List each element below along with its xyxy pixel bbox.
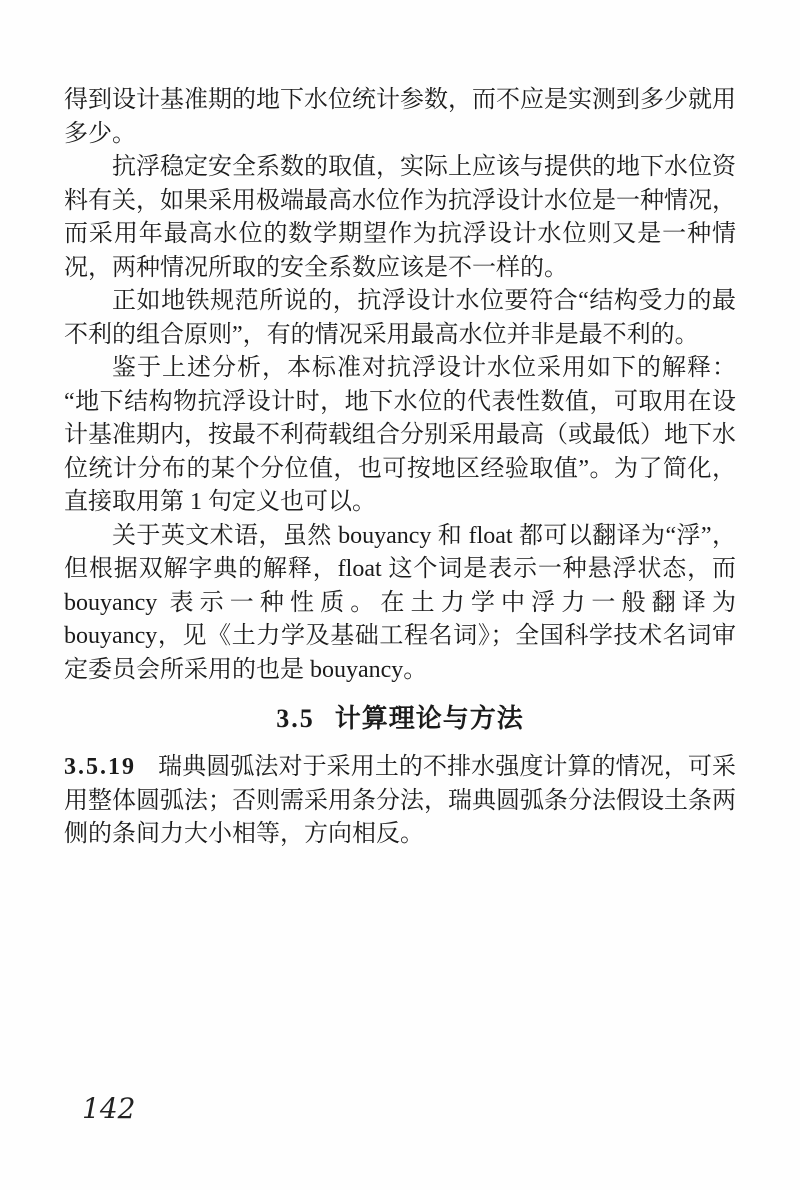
page-text-block	[64, 84, 736, 852]
body-paragraph: 鉴于上述分析，本标准对抗浮设计水位采用如下的解释：“地下结构物抗浮设计时，地下水位的代表性数值，可取用在设计基准期内，按最不利荷载组合分别采用最高（或最低）地下水位统计分布的某个分位值，也可按地区经验取值”。为了简化，直接取用第 1 句定义也可以。	[64, 355, 736, 515]
body-paragraph-continuation: 得到设计基准期的地下水位统计参数，而不应是实测到多少就用多少。	[64, 87, 736, 147]
page-number: 142	[82, 1092, 136, 1125]
body-paragraph: 关于英文术语，虽然 bouyancy 和 float 都可以翻译为“浮”，但根据双解字典的解释，float 这个词是表示一种悬浮状态，而 bouyancy 表示一种性质。在土力学中浮力一般翻译为 bouyancy，见《土力学及基础工程名词》；全国科学技术名词审定委员会所采用的也是 bouyancy。	[64, 522, 736, 683]
clause-number: 3.5.19	[64, 754, 136, 780]
clause-text: 瑞典圆弧法对于采用土的不排水强度计算的情况，可采用整体圆弧法；否则需采用条分法，瑞典圆弧条分法假设土条两侧的条间力大小相等，方向相反。	[64, 754, 736, 847]
body-paragraph: 正如地铁规范所说的，抗浮设计水位要符合“结构受力的最不利的组合原则”，有的情况采用最高水位并非是最不利的。	[64, 288, 736, 348]
section-title: 计算理论与方法	[334, 703, 524, 733]
section-heading	[64, 701, 736, 736]
body-paragraph: 抗浮稳定安全系数的取值，实际上应该与提供的地下水位资料有关，如果采用极端最高水位作为抗浮设计水位是一种情况，而采用年最高水位的数学期望作为抗浮设计水位则又是一种情况，两种情况所取的安全系数应该是不一样的。	[64, 154, 736, 281]
clause-paragraph	[64, 751, 736, 852]
section-number: 3.5	[276, 704, 315, 733]
